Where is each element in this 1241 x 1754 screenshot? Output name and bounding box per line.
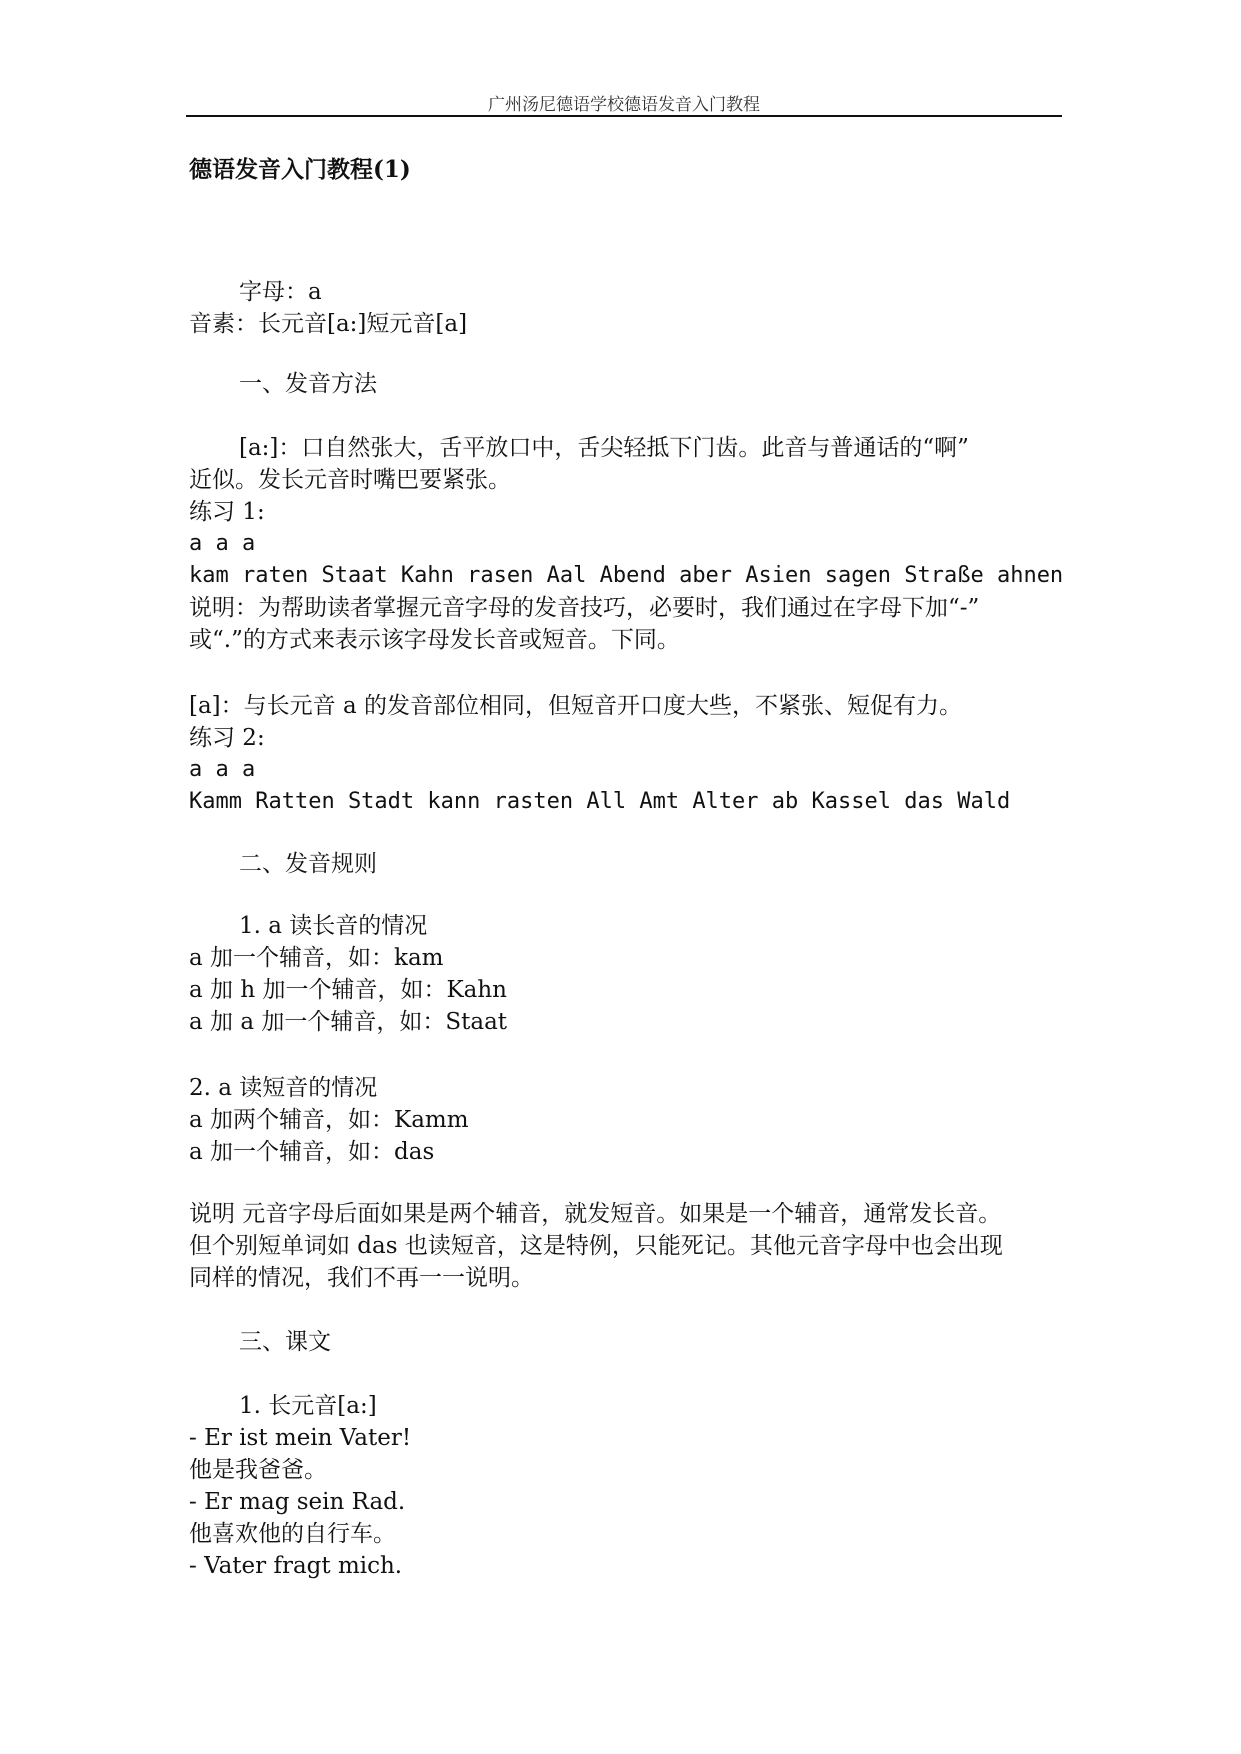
- note1-line2: 或“.”的方式来表示该字母发长音或短音。下同。: [189, 627, 680, 653]
- note1-line1: 说明：为帮助读者掌握元音字母的发音技巧，必要时，我们通过在字母下加“-”: [189, 595, 980, 621]
- note2-line: 同样的情况，我们不再一一说明。: [189, 1265, 534, 1291]
- lesson-line: 他是我爸爸。: [189, 1457, 327, 1483]
- practice2-label: 练习 2:: [189, 725, 265, 751]
- practice1-letters: a a a: [189, 531, 256, 556]
- rule2-item: a 加两个辅音，如：Kamm: [189, 1107, 469, 1133]
- long-vowel-desc-line1: [a:]：口自然张大，舌平放口中，舌尖轻抵下门齿。此音与普通话的“啊”: [239, 435, 969, 461]
- note2-line: 但个别短单词如 das 也读短音，这是特例，只能死记。其他元音字母中也会出现: [189, 1233, 1003, 1259]
- note2-line: 说明 元音字母后面如果是两个辅音，就发短音。如果是一个辅音，通常发长音。: [189, 1201, 1002, 1227]
- lesson-line: - Er mag sein Rad.: [189, 1489, 406, 1515]
- practice1-label: 练习 1:: [189, 499, 265, 525]
- rule1-item: a 加 a 加一个辅音，如：Staat: [189, 1009, 508, 1035]
- intro-letter: 字母：a: [239, 279, 322, 305]
- rule2-item: a 加一个辅音，如：das: [189, 1139, 435, 1165]
- short-vowel-desc: [a]：与长元音 a 的发音部位相同，但短音开口度大些，不紧张、短促有力。: [189, 693, 962, 719]
- intro-phonemes: 音素：长元音[a:]短元音[a]: [189, 311, 468, 337]
- lesson-line: 他喜欢他的自行车。: [189, 1521, 396, 1547]
- practice2-letters: a a a: [189, 757, 256, 782]
- practice1-words: kam raten Staat Kahn rasen Aal Abend aber Asien sagen Straße ahnen: [189, 563, 1064, 588]
- section2-heading: 二、发音规则: [239, 851, 377, 877]
- rule2-heading: 2. a 读短音的情况: [189, 1075, 378, 1101]
- lesson-sub-heading: 1. 长元音[a:]: [239, 1393, 377, 1419]
- lesson-line: - Vater fragt mich.: [189, 1553, 403, 1579]
- header-rule: [186, 115, 1062, 117]
- rule1-item: a 加一个辅音，如：kam: [189, 945, 444, 971]
- page-header: 广州汤尼德语学校德语发音入门教程: [488, 95, 760, 115]
- section1-heading: 一、发音方法: [239, 371, 377, 397]
- rule1-item: a 加 h 加一个辅音，如：Kahn: [189, 977, 507, 1003]
- document-title: 德语发音入门教程(1): [189, 156, 411, 183]
- long-vowel-desc-line2: 近似。发长元音时嘴巴要紧张。: [189, 467, 511, 493]
- lesson-line: - Er ist mein Vater!: [189, 1425, 412, 1451]
- practice2-words: Kamm Ratten Stadt kann rasten All Amt Alter ab Kassel das Wald: [189, 789, 1011, 814]
- section3-heading: 三、课文: [239, 1329, 331, 1355]
- rule1-heading: 1. a 读长音的情况: [239, 913, 428, 939]
